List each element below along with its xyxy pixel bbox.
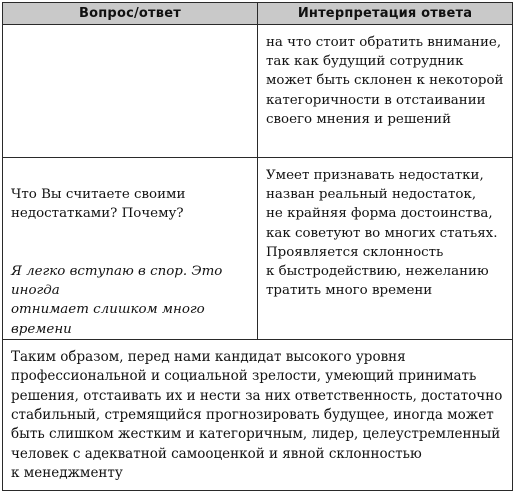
row2-answer-text: Я легко вступаю в спор. Это иногда отнимает слишком много времени <box>11 264 223 337</box>
table-row <box>3 158 513 340</box>
row2-question-text: Что Вы считаете своими недостатками? Почему? <box>11 187 186 222</box>
interview-table <box>2 2 513 491</box>
summary-cell <box>3 339 513 490</box>
summary-text: Таким образом, перед нами кандидат высокого уровня профессиональной и социальной зрелости, умеющий принимать решения, отстаивать их и нести за них ответственность, достаточно стабильный, стремящийся прогнозировать будущее, иногда может быть слишком жестким и категоричным, лидер, целеустремленный человек с адекватной самооценкой и явной склонностью к менеджменту <box>11 348 503 482</box>
row1-interpretation-cell <box>258 25 513 158</box>
row1-interpretation-text: на что стоит обратить внимание, так как будущий сотрудник может быть склонен к некоторой категоричности в отстаивании своего мнения и решений <box>266 35 504 127</box>
table-row <box>3 25 513 158</box>
summary-row <box>3 339 513 490</box>
row1-question-cell <box>3 25 258 158</box>
row2-interpretation-cell <box>258 158 513 340</box>
row2-question-cell <box>3 158 258 340</box>
header-interpretation: Интерпретация ответа <box>258 3 513 25</box>
row2-interpretation-text: Умеет признавать недостатки, назван реальный недостаток, не крайняя форма достоинства, как советуют во многих статьях. Проявляется склонность к быстродействию, нежеланию тратить много времени <box>266 168 498 299</box>
header-question-answer: Вопрос/ответ <box>3 3 258 25</box>
table-header-row <box>3 3 513 25</box>
row1-question-text <box>3 25 257 33</box>
